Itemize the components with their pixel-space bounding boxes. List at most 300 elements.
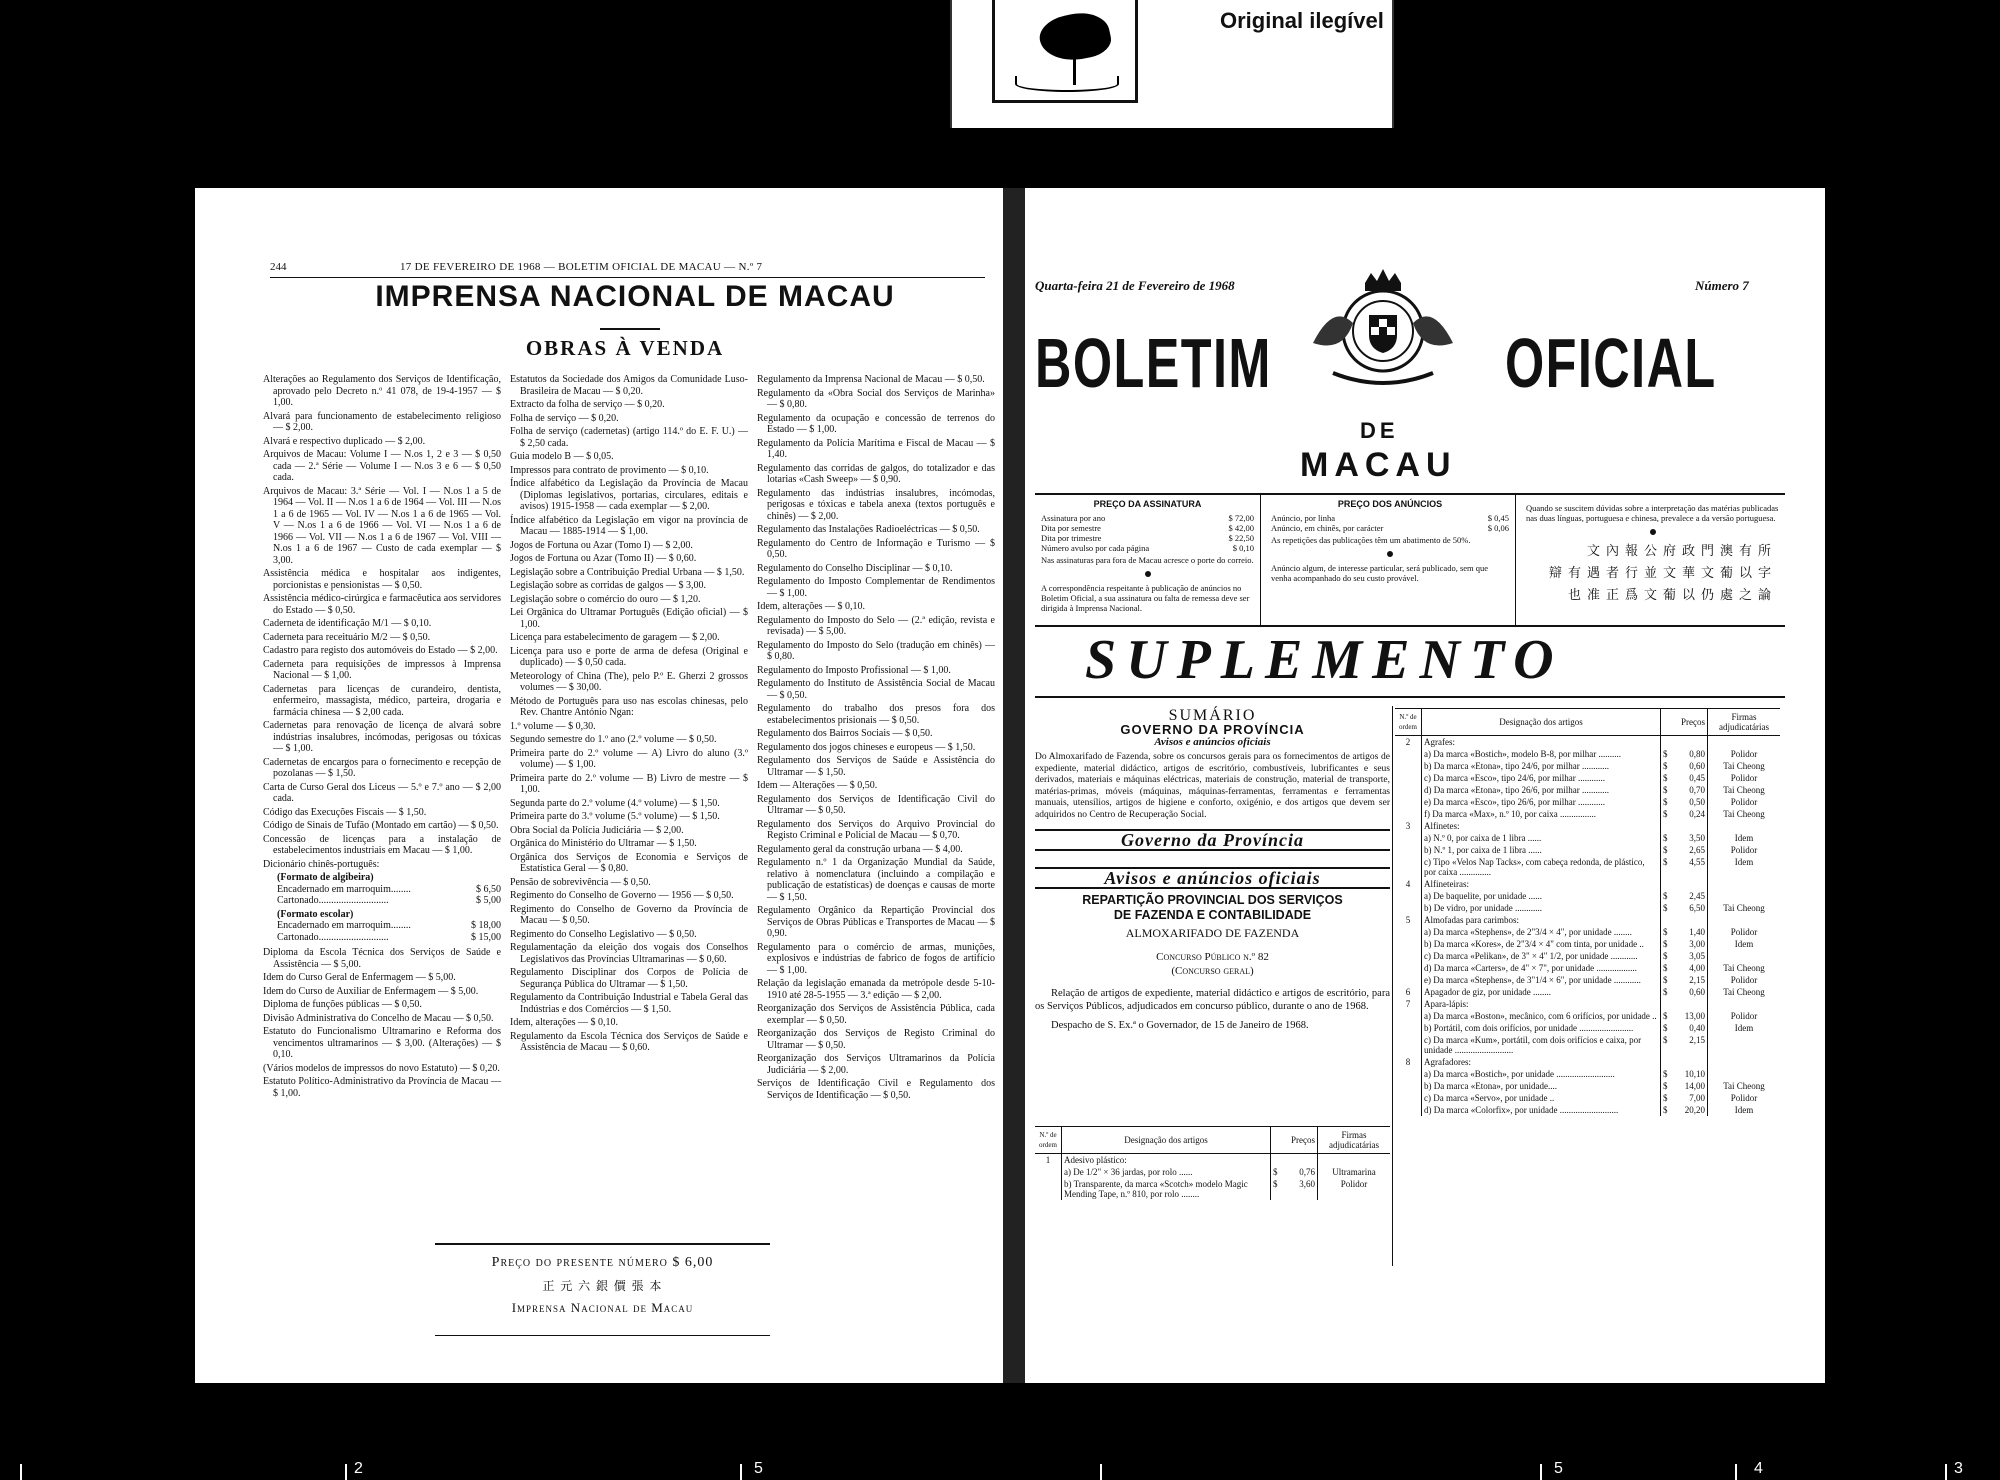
dollar-sign: $ — [1663, 903, 1668, 913]
dollar-sign: $ — [1663, 785, 1668, 795]
price-cell — [1661, 844, 1708, 856]
designation-cell: Apagador de giz, por unidade ........ — [1422, 986, 1661, 998]
firm-cell — [1708, 878, 1781, 890]
price-value: 6,50 — [1689, 903, 1705, 913]
issue-price-chinese: 正 元 六 銀 價 張 本 — [542, 1279, 663, 1293]
designation-cell: e) Da marca «Esco», tipo 26/6, por milhar ............ — [1422, 796, 1661, 808]
page-title: IMPRENSA NACIONAL DE MACAU — [375, 280, 895, 313]
price-cell — [1661, 1056, 1708, 1068]
catalog-item: Legislação sobre o comércio do ouro — $ 1,20. — [510, 593, 701, 605]
column-1b-items — [263, 947, 501, 1099]
catalog-item: Regulamento das corridas de galgos, do totalizador e das lotarias «Cash Sweep» — $ 0,90. — [757, 462, 995, 485]
dollar-sign: $ — [1663, 891, 1668, 901]
price-cell — [1661, 1034, 1708, 1056]
order-cell — [1395, 808, 1422, 820]
dollar-sign: $ — [1273, 1167, 1278, 1177]
catalog-item: Regulamento Disciplinar dos Corpos de Polícia de Segurança Pública do Ultramar — $ 1,50. — [510, 967, 748, 990]
dollar-sign: $ — [1663, 1035, 1668, 1045]
price-value: 0,76 — [1299, 1167, 1315, 1177]
issue-price: Preço do presente número $ 6,00 — [491, 1255, 714, 1270]
catalog-item: Regulamento das indústrias insalubres, incómodas, perigosas e tóxicas e tabela anexa (textos português e chinês) — $ 2,00. — [757, 487, 995, 522]
table-row — [1395, 1056, 1780, 1068]
catalog-item: Regulamento dos Serviços de Saúde e Assistência do Ultramar — $ 1,50. — [757, 755, 995, 778]
catalog-item: Idem do Curso de Auxiliar de Enfermagem — $ 5,00. — [263, 985, 479, 997]
catalog-item: Cadernetas de encargos para o fornecimento e recepção de pozolanas — $ 1,50. — [263, 756, 501, 779]
dollar-sign: $ — [1663, 857, 1668, 867]
order-cell: 5 — [1395, 914, 1422, 926]
catalog-item: Regulamento do Imposto Profissional — $ 1,00. — [757, 664, 951, 676]
catalog-item: Licença para uso e porte de arma de defesa (Original e duplicado) — $ 0,50 cada. — [510, 645, 748, 668]
catalog-item: (Vários modelos de impressos do novo Estatuto) — $ 0,20. — [263, 1062, 500, 1074]
catalog-item: Regulamento dos Serviços de Identificação Civil do Ultramar — $ 0,50. — [757, 793, 995, 816]
right-page — [1025, 188, 1825, 1383]
order-cell — [1395, 938, 1422, 950]
table-row — [1395, 902, 1780, 914]
catalog-item: Índice alfabético da Legislação em vigor na província de Macau — 1885-1914 — $ 1,00. — [510, 514, 748, 537]
catalog-item: Regulamento da Polícia Marítima e Fiscal de Macau — $ 1,40. — [757, 437, 995, 460]
dollar-sign: $ — [1663, 1093, 1668, 1103]
price-row: Anúncio, por linha $ 0,45 — [1271, 513, 1509, 523]
price-cell — [1661, 856, 1708, 878]
order-cell — [1395, 796, 1422, 808]
catalog-item: Impressos para contrato de provimento — $ 0,10. — [510, 464, 709, 476]
ruler-tick — [345, 1464, 347, 1480]
gov-provincia-heading: GOVERNO DA PROVÍNCIA — [1120, 722, 1305, 737]
catalog-item: Regulamento do Centro de Informação e Turismo — $ 0,50. — [757, 537, 995, 560]
order-cell — [1395, 974, 1422, 986]
concurso-number: Concurso Público n.º 82 — [1156, 951, 1269, 963]
catalog-item: Idem — Alterações — $ 0,50. — [757, 780, 878, 791]
dollar-sign: $ — [1663, 749, 1668, 759]
catalog-item: Regulamento da Imprensa Nacional de Macau — $ 0,50. — [757, 374, 985, 385]
articles-table — [1395, 708, 1780, 1116]
price-value: 13,00 — [1684, 1011, 1705, 1021]
firm-cell: Tai Cheong — [1723, 809, 1765, 819]
price-cell — [1661, 784, 1708, 796]
designation-cell: a) Da marca «Stephens», de 2"3/4 × 4", por unidade ........ — [1422, 926, 1661, 938]
table-row — [1395, 856, 1780, 878]
catalog-item: Regulamento Orgânico da Repartição Provincial dos Serviços de Obras Públicas e Transportes de Macau — $ 0,90. — [757, 905, 995, 939]
price-row: Número avulso por cada página $ 0,10 — [1041, 543, 1254, 553]
catalog-item: Código das Execuções Fiscais — $ 1,50. — [263, 806, 427, 818]
table-row — [1395, 926, 1780, 938]
dict-row: Encadernado em marroquim........ $ 18,00 — [277, 920, 501, 931]
table-row — [1395, 796, 1780, 808]
chinese-note: 辯有遇者行並文華文葡以字 — [1548, 566, 1777, 581]
dollar-sign: $ — [1663, 975, 1668, 985]
order-cell — [1035, 1166, 1062, 1178]
catalog-item: Regulamento das Instalações Radioeléctricas — $ 0,50. — [757, 524, 980, 535]
ruler-label: 3 — [1954, 1460, 1963, 1477]
firm-cell — [1708, 1068, 1781, 1080]
firm-cell: Polidor — [1730, 749, 1758, 759]
designation-cell: Alfineteiras: — [1422, 878, 1661, 890]
order-cell — [1395, 1092, 1422, 1104]
dict-row: Cartonado............................ $ 5,00 — [277, 895, 501, 906]
catalog-item: Alvará para funcionamento de estabelecimento religioso — $ 2,00. — [263, 410, 501, 433]
table-row — [1395, 736, 1780, 749]
price-cell — [1661, 1092, 1708, 1104]
firm-cell — [1708, 1056, 1781, 1068]
catalog-item: Orgânica do Ministério do Ultramar — $ 1,50. — [510, 838, 697, 849]
order-cell — [1395, 1068, 1422, 1080]
catalog-item: Relação da legislação emanada da metrópole desde 5-10-1910 até 28-5-1955 — 3.ª edição — $ 2,00. — [757, 978, 995, 1001]
order-cell — [1395, 844, 1422, 856]
price-box — [435, 1243, 770, 1336]
sumario-text: Do Almoxarifado de Fazenda, sobre os concursos gerais para os fornecimentos de artigos de expediente, material didáctico, artigos de escritório, combustíveis, lubrificantes e seus derivados, materiais e máquinas eléctricas, materiais de construção, material de transporte, matérias-primas, móveis (máquinas, máquinas-ferramentas, ferramentas e ferramentas manuais, utensílios, artigos de higiene e conforto, oxigénio, e dos artigos que devem ser adquiridos no Centro de Recuperação Social. — [1035, 752, 1390, 820]
designation-cell: a) Da marca «Boston», mecânico, com 6 orifícios, por unidade .. — [1422, 1010, 1661, 1022]
table-row — [1395, 748, 1780, 760]
price-cell — [1661, 748, 1708, 760]
designation-cell: b) De vidro, por unidade ............ — [1422, 902, 1661, 914]
designation-cell: d) Da marca «Colorfix», por unidade .......................... — [1422, 1104, 1661, 1116]
ruler-tick — [1945, 1464, 1947, 1480]
dict-heading: (Formato escolar) — [277, 908, 354, 920]
issue-number: Número 7 — [1695, 278, 1749, 293]
price-row: Dita por semestre $ 42,00 — [1041, 523, 1254, 533]
catalog-item: Assistência médica e hospitalar aos indigentes, porcionistas e pensionistas — $ 0,50. — [263, 568, 501, 591]
col-designacao: Designação dos artigos — [1422, 709, 1661, 736]
order-cell: 6 — [1395, 986, 1422, 998]
order-cell — [1395, 856, 1422, 878]
book-seal-icon — [992, 0, 1138, 103]
order-cell: 3 — [1395, 820, 1422, 832]
designation-cell: c) Tipo «Velos Nap Tacks», com cabeça redonda, de plástico, por caixa .............. — [1422, 856, 1661, 878]
catalog-item: Regulamento do Imposto do Selo (tradução em chinês) — $ 0,80. — [757, 639, 995, 662]
catalog-item: Estatuto Político-Administrativo da Província de Macau — $ 1,00. — [263, 1076, 501, 1099]
original-illegible-label: Original ilegível — [1220, 8, 1384, 33]
price-value: 0,24 — [1689, 809, 1705, 819]
table-row — [1395, 890, 1780, 902]
catalog-item: Primeira parte do 2.º volume — B) Livro de mestre — $ 1,00. — [510, 772, 748, 795]
catalog-item: Folha de serviço — $ 0,20. — [510, 412, 619, 424]
scan-ruler — [0, 1440, 2000, 1480]
ruler-tick — [20, 1464, 22, 1480]
catalog-item: Regulamento para o comércio de armas, munições, explosivos e indústrias de fabrico de fogos de artifício — $ 1,00. — [757, 941, 995, 976]
designation-cell: c) Da marca «Esco», tipo 24/6, por milhar ............ — [1422, 772, 1661, 784]
column-1-items — [263, 374, 501, 870]
order-cell — [1395, 772, 1422, 784]
price-row: Assinatura por ano $ 72,00 — [1041, 513, 1254, 523]
catalog-item: Arquivos de Macau: Volume I — N.os 1, 2 e 3 — $ 0,50 cada — 2.ª Série — Volume I — N.os 3 e 6 — $ 0,50 cada. — [263, 449, 501, 483]
firm-cell: Tai Cheong — [1723, 1081, 1765, 1091]
catalog-item: Assistência médico-cirúrgica e farmacêutica aos servidores do Estado — $ 0,50. — [263, 593, 501, 616]
firm-cell: Idem — [1734, 1023, 1754, 1033]
catalog-item: Carta de Curso Geral dos Liceus — 5.º e 7.º ano — $ 2,00 cada. — [263, 781, 501, 804]
designation-cell: e) Da marca «Stephens», de 3"1/4 × 6", por unidade ............ — [1422, 974, 1661, 986]
firm-cell: Polidor — [1730, 845, 1758, 855]
dollar-sign: $ — [1663, 833, 1668, 843]
price-value: 0,50 — [1689, 797, 1705, 807]
suplemento-title: SUPLEMENTO — [1085, 629, 1564, 691]
order-cell — [1395, 1104, 1422, 1116]
price-value: 2,15 — [1689, 1035, 1705, 1045]
coat-of-arms-icon — [1303, 263, 1463, 393]
price-value: 0,80 — [1689, 749, 1705, 759]
catalog-item: Caderneta para receituário M/2 — $ 0,50. — [263, 631, 431, 643]
order-cell: 7 — [1395, 998, 1422, 1010]
col-ordem: N.º de ordem — [1035, 1127, 1062, 1154]
header-text: 17 DE FEVEREIRO DE 1968 — BOLETIM OFICIAL DE MACAU — N.º 7 — [400, 261, 763, 273]
col-precos: Preços — [1271, 1127, 1318, 1154]
order-cell — [1395, 926, 1422, 938]
ruler-label: 2 — [354, 1460, 363, 1477]
price-cell — [1661, 772, 1708, 784]
masthead-oficial: OFICIAL — [1505, 324, 1717, 402]
firm-cell — [1708, 950, 1781, 962]
price-cell — [1661, 820, 1708, 832]
catalog-item: Regulamento do Imposto do Selo — (2.ª edição, revista e revisada) — $ 5,00. — [757, 614, 995, 637]
catalog-item: Regulamento do Instituto de Assistência Social de Macau — $ 0,50. — [757, 678, 995, 701]
box-title: PREÇO DOS ANÚNCIOS — [1337, 499, 1443, 509]
catalog-item: Regulamento da «Obra Social dos Serviços de Marinha» — $ 0,80. — [757, 387, 995, 410]
table-row — [1035, 1178, 1390, 1200]
catalog-item: Extracto da folha de serviço — $ 0,20. — [510, 399, 665, 410]
catalog-item: Legislação sobre a Contribuição Predial Urbana — $ 1,50. — [510, 566, 745, 578]
almoxarifado: ALMOXARIFADO DE FAZENDA — [1125, 926, 1300, 940]
price-value: 2,65 — [1689, 845, 1705, 855]
designation-cell: Alfinetes: — [1422, 820, 1661, 832]
price-cell — [1661, 1104, 1708, 1116]
table-row — [1395, 1104, 1780, 1116]
table-row — [1395, 772, 1780, 784]
order-cell — [1395, 748, 1422, 760]
catalog-item: Regulamento da Escola Técnica dos Serviços de Saúde e Assistência de Macau — $ 0,60. — [510, 1030, 748, 1053]
table-row — [1395, 878, 1780, 890]
catalog-item: Regulamento dos Serviços do Arquivo Provincial do Registo Criminal e Policial de Macau — $ 0,70. — [757, 818, 995, 841]
section-title: OBRAS À VENDA — [525, 336, 725, 360]
firm-cell: Ultramarina — [1332, 1167, 1376, 1177]
suplemento-rule — [1035, 696, 1785, 698]
catalog-item: Pensão de sobrevivência — $ 0,50. — [510, 876, 651, 888]
language-note-box — [1520, 495, 1785, 625]
catalog-item: Reorganização dos Serviços de Registo Criminal do Ultramar — $ 0,50. — [757, 1028, 995, 1051]
order-cell — [1395, 760, 1422, 772]
table-row — [1395, 938, 1780, 950]
firm-cell: Tai Cheong — [1723, 903, 1765, 913]
articles-table — [1035, 1126, 1390, 1200]
price-value: 2,45 — [1689, 891, 1705, 901]
catalog-item: Regulamento dos jogos chineses e europeus — $ 1,50. — [757, 741, 976, 753]
firm-cell — [1708, 914, 1781, 926]
catalog-item: Regulamento do trabalho dos presos fora dos estabelecimentos prisionais — $ 0,50. — [757, 703, 995, 726]
repartition-line-1: REPARTIÇÃO PROVINCIAL DOS SERVIÇOS — [1082, 893, 1343, 907]
price-value: 1,40 — [1689, 927, 1705, 937]
ruler-label: 4 — [1754, 1460, 1763, 1477]
price-value: 4,55 — [1689, 857, 1705, 867]
catalog-item: Estatutos da Sociedade dos Amigos da Comunidade Luso-Brasileira de Macau — $ 0,20. — [510, 374, 748, 397]
column-1 — [263, 374, 501, 1101]
dollar-sign: $ — [1663, 1069, 1668, 1079]
dict-heading: (Formato de algibeira) — [277, 872, 374, 883]
catalog-item: Estatuto do Funcionalismo Ultramarino e Reforma dos vencimentos ultramarinos — $ 3,00. (Alterações) — $ 0,10. — [263, 1026, 501, 1060]
catalog-item: Idem do Curso Geral de Enfermagem — $ 5,00. — [263, 972, 456, 983]
catalog-item: Dicionário chinês-português: — [263, 858, 380, 870]
firm-cell: Polidor — [1730, 797, 1758, 807]
dollar-sign: $ — [1663, 845, 1668, 855]
firm-cell: Tai Cheong — [1723, 785, 1765, 795]
order-cell — [1395, 902, 1422, 914]
catalog-item: Licença para estabelecimento de garagem — $ 2,00. — [510, 632, 720, 643]
masthead-boletim: BOLETIM — [1035, 324, 1272, 402]
catalog-item: Índice alfabético da Legislação da Província de Macau (Diplomas legislativos, portarias, circulares, editais e avisos) 1915-1958 — cada exemplar — $ 2,00. — [510, 478, 748, 512]
price-row: Dita por trimestre $ 22,50 — [1041, 533, 1254, 543]
table-row — [1395, 808, 1780, 820]
price-cell — [1661, 962, 1708, 974]
dollar-sign: $ — [1663, 939, 1668, 949]
designation-cell: b) Da marca «Etona», por unidade.... — [1422, 1080, 1661, 1092]
firm-cell: Polidor — [1730, 927, 1758, 937]
order-cell: 4 — [1395, 878, 1422, 890]
book-spine — [1003, 188, 1025, 1383]
firm-cell: Tai Cheong — [1723, 761, 1765, 771]
header-rule — [270, 277, 985, 278]
page-number: 244 — [270, 261, 287, 273]
price-value: 0,60 — [1689, 987, 1705, 997]
catalog-item: Jogos de Fortuna ou Azar (Tomo I) — $ 2,00. — [510, 539, 693, 551]
table-row — [1395, 962, 1780, 974]
catalog-item: Regulamento da ocupação e concessão de terrenos do Estado — $ 1,00. — [757, 412, 995, 435]
table-row — [1395, 986, 1780, 998]
catalog-item: Regulamento do Imposto Complementar de Rendimentos — $ 1,00. — [757, 576, 995, 599]
price-value: 7,00 — [1689, 1093, 1705, 1103]
firm-cell — [1318, 1154, 1391, 1167]
firm-cell: Idem — [1734, 857, 1754, 867]
price-value: 10,10 — [1684, 1069, 1705, 1079]
chinese-note: 也准正爲文葡以仍處之論 — [1567, 588, 1777, 603]
bullet-icon — [1387, 551, 1393, 557]
bullet-icon — [1145, 571, 1151, 577]
designation-cell: b) Portátil, com dois orifícios, por unidade ........................ — [1422, 1022, 1661, 1034]
catalog-item: Concessão de licenças para a instalação de estabelecimentos industriais em Macau — $ 1,00. — [263, 833, 501, 856]
dollar-sign: $ — [1273, 1179, 1278, 1189]
dollar-sign: $ — [1663, 809, 1668, 819]
firm-cell: Polidor — [1730, 1093, 1758, 1103]
subscription-price-box — [1035, 495, 1261, 625]
firm-cell: Idem — [1734, 939, 1754, 949]
catalog-item: Guia modelo B — $ 0,05. — [510, 451, 614, 462]
table-row — [1395, 1010, 1780, 1022]
order-cell — [1395, 950, 1422, 962]
order-cell — [1395, 1034, 1422, 1056]
designation-cell: d) Da marca «Etona», tipo 26/6, por milhar ............ — [1422, 784, 1661, 796]
catalog-item: 1.º volume — $ 0,30. — [510, 720, 596, 732]
designation-cell: a) Da marca «Bostich», por unidade .......................... — [1422, 1068, 1661, 1080]
price-value: 3,00 — [1689, 939, 1705, 949]
catalog-item: Primeira parte do 3.º volume (5.º volume) — $ 1,50. — [510, 811, 720, 822]
price-cell — [1661, 938, 1708, 950]
firm-cell: Polidor — [1730, 975, 1758, 985]
firm-cell — [1708, 736, 1781, 749]
firm-cell — [1708, 890, 1781, 902]
designation-cell: b) N.º 1, por caixa de 1 libra ...... — [1422, 844, 1661, 856]
gov-provincia-banner: Governo da Província — [1035, 829, 1390, 851]
concurso-type: (Concurso geral) — [1171, 965, 1254, 977]
catalog-item: Serviços de Identificação Civil e Regulamento dos Serviços de Identificação — $ 0,50. — [757, 1078, 995, 1101]
box-title: PREÇO DA ASSINATURA — [1093, 499, 1202, 509]
price-cell — [1661, 1010, 1708, 1022]
price-cell — [1271, 1178, 1318, 1200]
price-cell — [1271, 1154, 1318, 1167]
table-row — [1395, 914, 1780, 926]
firm-cell — [1708, 820, 1781, 832]
dict-row: Encadernado em marroquim........ $ 6,50 — [277, 883, 501, 895]
firm-cell: Polidor — [1730, 773, 1758, 783]
table-row — [1395, 784, 1780, 796]
ruler-tick — [1100, 1464, 1102, 1480]
ads-price-box — [1265, 495, 1516, 625]
order-cell: 2 — [1395, 736, 1422, 749]
table-row — [1395, 1022, 1780, 1034]
left-page — [195, 188, 1003, 1383]
masthead-de: DE — [1360, 418, 1399, 443]
box-note: Quando se suscitem dúvidas sobre a interpretação das matérias publicadas nas duas línguas, portuguesa e chinesa, prevalece a da versão portuguesa. — [1526, 503, 1779, 523]
avisos-heading: Avisos e anúncios oficiais — [1154, 736, 1271, 748]
dollar-sign: $ — [1663, 797, 1668, 807]
table-row — [1035, 1154, 1390, 1167]
catalog-item: Divisão Administrativa do Concelho de Macau — $ 0,50. — [263, 1012, 494, 1024]
dollar-sign: $ — [1663, 1023, 1668, 1033]
catalog-item: Lei Orgânica do Ultramar Português (Edição oficial) — $ 1,00. — [510, 607, 748, 630]
designation-cell: c) Da marca «Kum», portátil, com dois orifícios e caixa, por unidade .......................... — [1422, 1034, 1661, 1056]
price-cell — [1661, 902, 1708, 914]
catalog-item: Regulamento dos Bairros Sociais — $ 0,50. — [757, 728, 933, 739]
catalog-item: Diploma de funções públicas — $ 0,50. — [263, 999, 422, 1010]
price-cell — [1661, 808, 1708, 820]
price-value: 3,05 — [1689, 951, 1705, 961]
catalog-item: Alvará e respectivo duplicado — $ 2,00. — [263, 435, 426, 447]
table-row — [1035, 1166, 1390, 1178]
price-cell — [1661, 796, 1708, 808]
firm-cell: Polidor — [1340, 1179, 1368, 1189]
designation-cell: a) N.º 0, por caixa de 1 libra ...... — [1422, 832, 1661, 844]
dollar-sign: $ — [1663, 1105, 1668, 1115]
ruler-label: 5 — [1554, 1460, 1563, 1477]
col-firmas: Firmas adjudicatárias — [1318, 1127, 1391, 1154]
dict-row: Cartonado............................ $ 15,00 — [277, 931, 501, 943]
table-row — [1395, 1034, 1780, 1056]
col-precos: Preços — [1661, 709, 1708, 736]
catalog-item: Reorganização dos Serviços Ultramarinos da Polícia Judiciária — $ 2,00. — [757, 1053, 995, 1076]
dollar-sign: $ — [1663, 987, 1668, 997]
masthead-macau: MACAU — [1300, 446, 1457, 484]
firm-cell: Tai Cheong — [1723, 963, 1765, 973]
box-note: As repetições das publicações têm um abatimento de 50%. — [1271, 535, 1471, 545]
summary-column — [1035, 706, 1390, 1032]
chinese-note: 文內報公府政門澳有所 — [1586, 544, 1777, 559]
dollar-sign: $ — [1663, 963, 1668, 973]
catalog-item: Orgânica dos Serviços de Economia e Serviços de Estatística Geral — $ 0,80. — [510, 851, 748, 874]
price-value: 0,40 — [1689, 1023, 1705, 1033]
order-cell — [1395, 890, 1422, 902]
price-value: 0,70 — [1689, 785, 1705, 795]
catalog-item: Jogos de Fortuna ou Azar (Tomo II) — $ 0,60. — [510, 553, 697, 564]
price-cell — [1661, 914, 1708, 926]
price-value: 0,45 — [1689, 773, 1705, 783]
catalog-item: Regulamento geral da construção urbana — $ 4,00. — [757, 843, 963, 855]
catalog-item: Cadernetas para licenças de curandeiro, dentista, enfermeiro, massagista, médico, parteira, drogaria e farmácia chinesa — $ 2,00 cada. — [263, 683, 501, 718]
firm-cell: Tai Cheong — [1723, 987, 1765, 997]
price-value: 4,00 — [1689, 963, 1705, 973]
designation-cell: a) De 1/2" × 36 jardas, por rolo ...... — [1062, 1166, 1271, 1178]
articles-table-2 — [1395, 708, 1780, 1116]
catalog-item: Meteorology of China (The), pelo P.º E. Gherzi 2 grossos volumes — $ 30,00. — [510, 670, 748, 693]
catalog-item: Segundo semestre do 1.º ano (2.º volume — $ 0,50. — [510, 734, 717, 745]
price-cell — [1661, 1068, 1708, 1080]
col-designacao: Designação dos artigos — [1062, 1127, 1271, 1154]
bullet-icon — [1650, 529, 1656, 535]
column-3 — [757, 374, 995, 1103]
